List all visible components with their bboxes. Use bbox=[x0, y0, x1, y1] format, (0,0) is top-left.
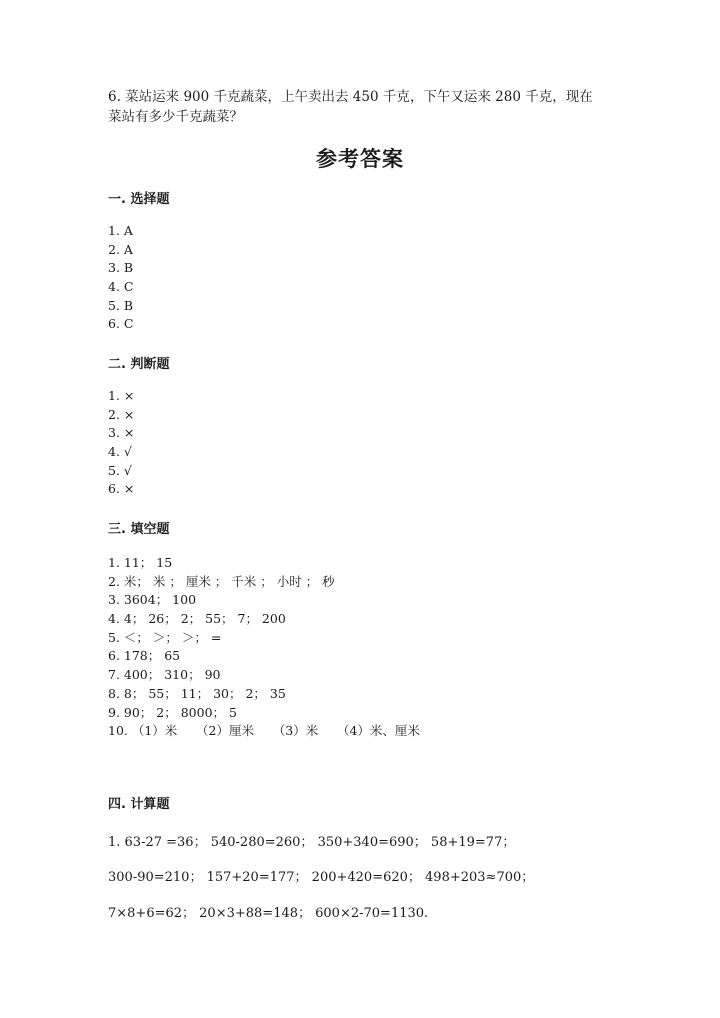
calc-line-3: 7×8+6=62； 20×3+88=148； 600×2-70=1130. bbox=[108, 906, 429, 921]
question-6 bbox=[108, 87, 618, 127]
list-item: 4. 4； 26； 2； 55； 7； 200 bbox=[108, 611, 286, 627]
list-item: 5. B bbox=[108, 297, 134, 313]
list-item: 3. B bbox=[108, 260, 134, 276]
list-item: 2. × bbox=[108, 406, 135, 422]
question-line-2: 菜站有多少千克蔬菜？ bbox=[108, 109, 243, 125]
section-heading-fill: 三. 填空题 bbox=[108, 522, 170, 537]
list-item: 1. A bbox=[108, 223, 133, 238]
judge-answer-list bbox=[108, 387, 134, 499]
list-item: 10. （1）米 （2）厘米 （3）米 （4）米、厘米 bbox=[108, 723, 420, 739]
list-item: 1. × bbox=[108, 388, 135, 403]
list-item: 4. C bbox=[108, 279, 134, 295]
list-item: 3. 3604； 100 bbox=[108, 592, 197, 608]
list-item: 6. × bbox=[108, 481, 135, 497]
list-item: 2. 米； 米 ； 厘米 ； 千米 ； 小时 ； 秒 bbox=[108, 573, 335, 589]
list-item: 9. 90； 2； 8000； 5 bbox=[108, 704, 237, 720]
list-item: 3. × bbox=[108, 425, 135, 441]
list-item: 1. 11； 15 bbox=[108, 555, 173, 570]
fill-answer-list bbox=[108, 554, 420, 741]
section-heading-calc: 四. 计算题 bbox=[108, 797, 170, 812]
list-item: 8. 8； 55； 11； 30； 2； 35 bbox=[108, 685, 286, 701]
question-line-1: 6. 菜站运来 900 千克蔬菜，上午卖出去 450 千克，下午又运来 280 千克，现在 bbox=[108, 89, 593, 105]
list-item: 6. C bbox=[108, 316, 134, 332]
list-item: 7. 400； 310； 90 bbox=[108, 667, 221, 683]
list-item: 5. ＜； ＞； ＞； = bbox=[108, 629, 222, 645]
list-item: 5. √ bbox=[108, 462, 132, 478]
list-item: 2. A bbox=[108, 241, 133, 257]
calc-line-2: 300-90=210； 157+20=177； 200+420=620； 498+203≈700； bbox=[108, 870, 535, 885]
section-heading-choice: 一. 选择题 bbox=[108, 192, 170, 207]
list-item: 4. √ bbox=[108, 444, 132, 460]
list-item: 6. 178； 65 bbox=[108, 648, 181, 664]
section-heading-judge: 二. 判断题 bbox=[108, 357, 170, 372]
calc-line-1: 1. 63-27 =36； 540-280=260； 350+340=690； 58+19=77； bbox=[108, 835, 516, 850]
answer-title: 参考答案 bbox=[316, 147, 404, 171]
choice-answer-list bbox=[108, 222, 133, 334]
